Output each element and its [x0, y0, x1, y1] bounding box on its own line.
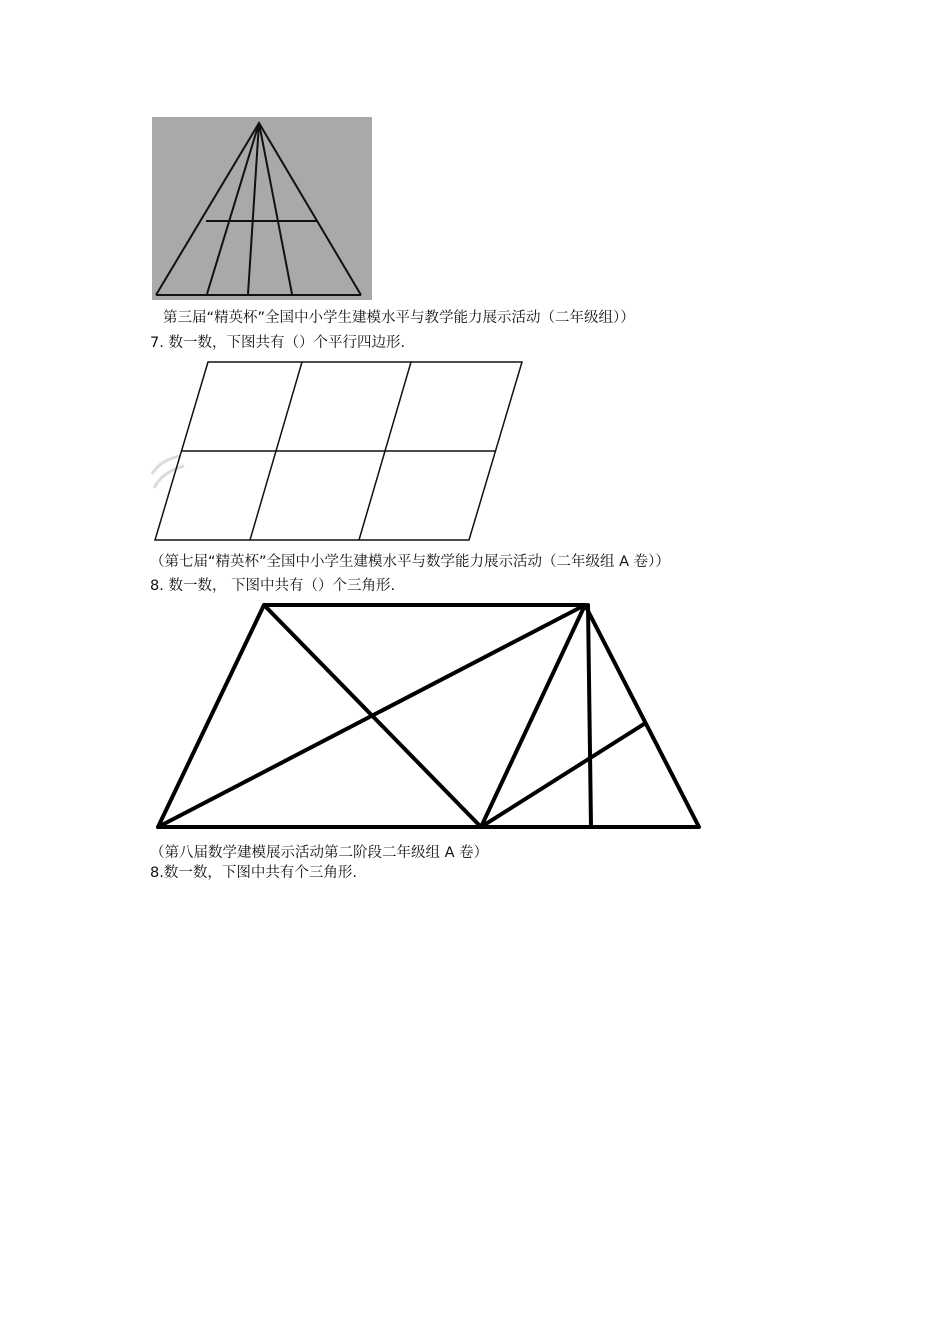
- trapezoid-triangle-figure: [150, 598, 710, 836]
- source-note-3: 第三届“精英杯”全国中小学生建模水平与教学能力展示活动（二年级组））: [163, 310, 635, 326]
- question-8a: 8. 数一数， 下图中共有（）个三角形.: [150, 578, 396, 594]
- trapezoid-outline: [158, 605, 699, 827]
- diagonal-base-to-right-top: [158, 605, 585, 827]
- triangle-figure: [152, 117, 372, 300]
- source-note-7: （第七届“精英杯”全国中小学生建模水平与数学能力展示活动（二年级组 A 卷））: [150, 554, 670, 570]
- question-7: 7. 数一数，下图共有（）个平行四边形.: [150, 335, 406, 351]
- source-note-8: （第八届数学建模展示活动第二阶段二年级组 A 卷）: [150, 845, 489, 861]
- photo-background: [152, 117, 372, 300]
- parallelogram-grid-figure: [150, 356, 530, 546]
- question-8b: 8.数一数，下图中共有个三角形.: [150, 865, 357, 881]
- vertical-line: [588, 605, 591, 827]
